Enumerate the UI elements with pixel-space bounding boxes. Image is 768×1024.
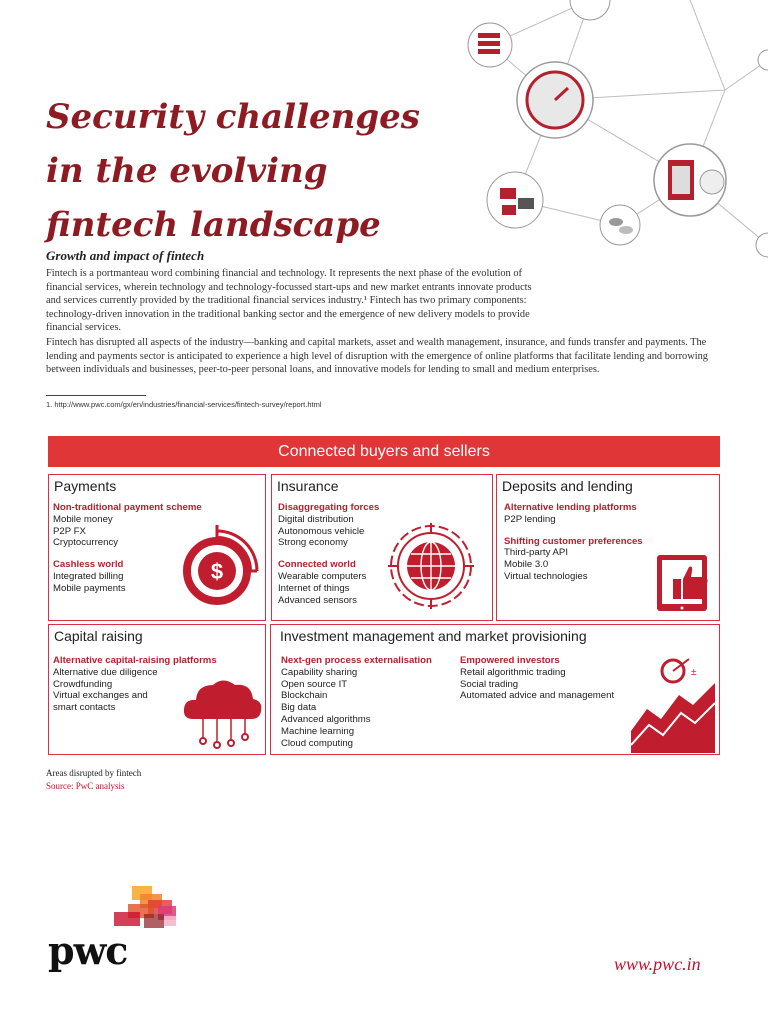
svg-text:±: ± <box>691 667 697 678</box>
insurance-title: Insurance <box>277 478 339 494</box>
title-line-2: in the evolving <box>46 151 328 191</box>
list-item: Crowdfunding <box>53 678 113 690</box>
investment-list-2 <box>460 655 614 702</box>
infographic-source: Source: PwC analysis <box>46 781 125 791</box>
payments-heading-2: Cashless world <box>53 559 124 571</box>
pwc-logo: pwc <box>48 928 128 973</box>
list-item: Cloud computing <box>281 737 353 749</box>
list-item: Cryptocurrency <box>53 537 119 549</box>
list-item: Blockchain <box>281 690 328 702</box>
tablet-thumbs-up-icon <box>655 551 717 613</box>
list-item: Internet of things <box>278 582 350 594</box>
list-item: Advanced algorithms <box>281 713 371 725</box>
insurance-heading-1: Disaggregating forces <box>278 502 380 513</box>
list-item: Alternative due diligence <box>53 666 158 678</box>
payments-box <box>48 474 266 621</box>
network-illustration <box>440 0 768 250</box>
list-item: Social trading <box>460 678 519 690</box>
capital-heading-1: Alternative capital-raising platforms <box>53 655 217 666</box>
list-item: Virtual exchanges and <box>53 690 148 702</box>
list-item: Strong economy <box>278 537 348 549</box>
list-item: Virtual technologies <box>504 570 588 582</box>
investment-list-1 <box>281 655 432 749</box>
title-line-3: fintech landscape <box>46 205 381 245</box>
investment-heading-2: Empowered investors <box>460 655 560 666</box>
deposits-list <box>504 502 643 583</box>
footnote: 1. http://www.pwc.com/gx/en/industries/financial-services/fintech-survey/report.html <box>46 400 322 409</box>
deposits-heading-1: Alternative lending platforms <box>504 502 637 513</box>
deposits-heading-2: Shifting customer preferences <box>504 535 643 547</box>
insurance-box <box>271 474 493 621</box>
payments-title: Payments <box>54 478 117 494</box>
list-item: Autonomous vehicle <box>278 525 365 537</box>
list-item: Automated advice and management <box>460 690 615 702</box>
market-growth-icon <box>629 653 717 753</box>
list-item: Retail algorithmic trading <box>460 666 566 678</box>
deposits-title: Deposits and lending <box>502 478 633 494</box>
globe-target-icon <box>388 523 474 609</box>
investment-title: Investment management and market provisioning <box>280 628 587 644</box>
list-item: P2P FX <box>53 525 86 537</box>
insurance-heading-2: Connected world <box>278 559 356 571</box>
list-item: Third-party API <box>504 547 568 559</box>
section-subtitle: Growth and impact of fintech <box>46 248 205 263</box>
capital-title: Capital raising <box>54 628 143 644</box>
list-item: Mobile money <box>53 513 113 525</box>
list-item: smart contacts <box>53 702 116 714</box>
list-item: Capability sharing <box>281 666 358 678</box>
insurance-list <box>278 502 379 606</box>
list-item: P2P lending <box>504 513 556 525</box>
list-item: Mobile payments <box>53 582 126 594</box>
investment-heading-1: Next-gen process externalisation <box>281 655 432 666</box>
deposits-box <box>496 474 720 621</box>
cloud-network-icon <box>181 671 265 751</box>
list-item: Machine learning <box>281 725 355 737</box>
svg-text:$: $ <box>210 559 224 584</box>
investment-box <box>270 624 720 755</box>
intro-paragraph-1: Fintech is a portmanteau word combining financial and technology. It represents the next phase of the evolution of financial services, wherein technology and technology-focussed start-ups and new market entrants innovate products and services currently provided by the traditional financial services industry.¹ Fintech has two primary components: technology-driven innovation in the traditional banking sector and the emergence of new delivery models to provide financial services. <box>46 268 532 334</box>
infographic-caption: Areas disrupted by fintech <box>46 768 142 778</box>
page-title <box>46 90 476 252</box>
intro-paragraph-2: Fintech has disrupted all aspects of the industry—banking and capital markets, asset and wealth management, insurance, and funds transfer and payments. The lending and payments sector is anticipated to experience a high level of disruption with the emergence of online platforms that facilitate lending and borrowing between individuals and businesses, peer-to-peer personal loans, and innovative models for lending to small and medium enterprises. <box>46 337 709 376</box>
payments-heading-1: Non-traditional payment scheme <box>53 502 202 513</box>
list-item: Digital distribution <box>278 513 354 525</box>
website-link[interactable]: www.pwc.in <box>614 954 701 974</box>
dollar-clock-icon <box>177 525 261 609</box>
footnote-divider <box>46 395 146 396</box>
list-item: Advanced sensors <box>278 594 357 606</box>
list-item: Mobile 3.0 <box>504 559 549 571</box>
list-item: Big data <box>281 702 317 714</box>
list-item: Wearable computers <box>278 570 367 582</box>
list-item: Open source IT <box>281 678 348 690</box>
pwc-logo-blocks <box>104 886 180 930</box>
infographic-banner: Connected buyers and sellers <box>48 436 720 467</box>
capital-box <box>48 624 266 755</box>
list-item: Integrated billing <box>53 570 124 582</box>
title-line-1: Security challenges <box>46 97 420 137</box>
